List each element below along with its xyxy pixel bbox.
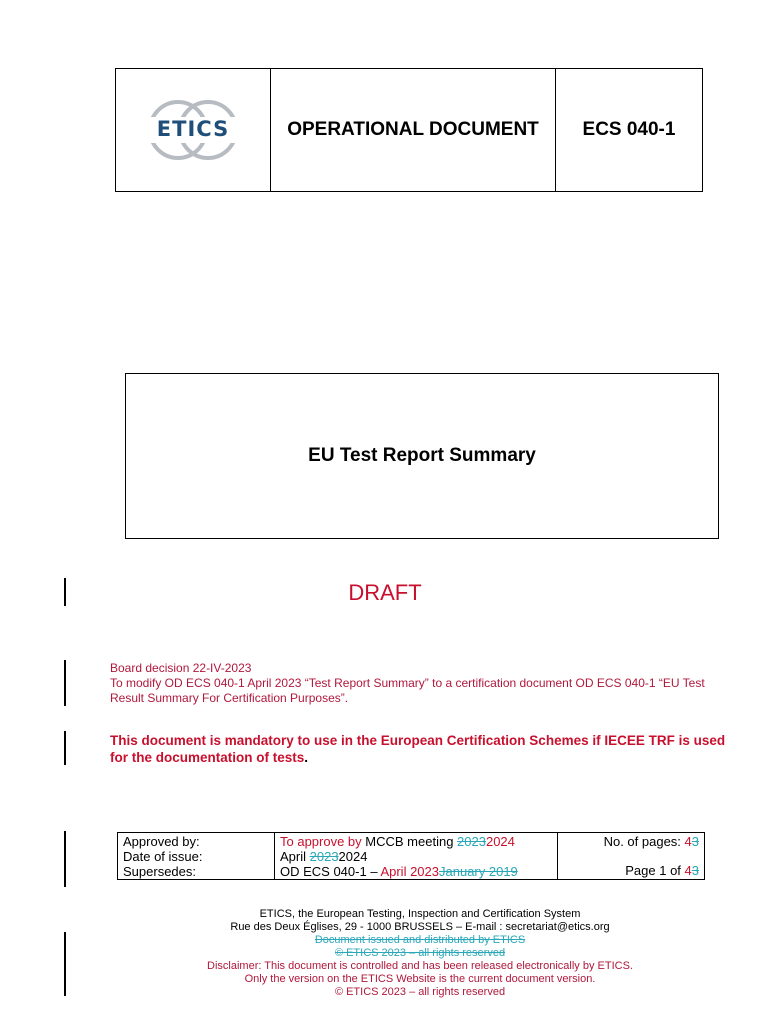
logo-cell	[116, 69, 271, 191]
header-table	[115, 68, 703, 192]
info-values	[275, 833, 558, 879]
date-deletion: 2023	[309, 849, 339, 864]
approved-value	[280, 834, 552, 849]
info-labels	[118, 833, 275, 879]
approved-new-year: 2024	[485, 834, 515, 849]
mandatory-text: This document is mandatory to use in the European Certification Schemes if IECEE TRF is used for the documentation of tests	[110, 733, 726, 765]
date-text: April	[280, 849, 310, 864]
change-bar	[64, 731, 66, 765]
date-new-year: 2024	[338, 849, 368, 864]
logo-text: ETICS	[156, 117, 230, 141]
approved-label: Approved by:	[123, 834, 200, 849]
supersedes-text: OD ECS 040-1 –	[280, 864, 381, 879]
supersedes-insertion: April 2023	[380, 864, 439, 879]
mandatory-notice	[110, 732, 740, 766]
info-pages	[558, 833, 704, 879]
page-number-label: Page 1 of	[625, 863, 685, 878]
approved-text: MCCB meeting	[361, 834, 458, 849]
approved-deletion: 2023	[457, 834, 486, 849]
document-title: EU Test Report Summary	[308, 445, 536, 466]
approved-insertion: To approve by	[280, 834, 362, 849]
footer	[110, 908, 730, 999]
footer-deleted-issued: Document issued and distributed by ETICS	[314, 934, 526, 946]
page-number-new: 4	[684, 863, 692, 878]
footer-organization: ETICS, the European Testing, Inspection and Certification System	[259, 908, 581, 920]
page-number	[563, 863, 699, 878]
page-count-label: No. of pages:	[603, 834, 685, 849]
footer-deleted-copyright: © ETICS 2023 – all rights reserved	[334, 947, 506, 959]
board-decision-text: To modify OD ECS 040-1 April 2023 “Test Report Summary” to a certification document OD ECS 040-1 “EU Test Result Summary For Certification Purposes”.	[110, 676, 705, 705]
etics-logo	[138, 95, 248, 165]
page-count	[563, 834, 699, 849]
supersedes-label: Supersedes:	[123, 864, 196, 879]
footer-disclaimer: Disclaimer: This document is controlled and has been released electronically by ETICS.	[207, 960, 633, 972]
document-title-box	[125, 373, 719, 539]
page-number-deletion: 3	[691, 863, 699, 878]
supersedes-deletion: January 2019	[439, 864, 518, 879]
footer-version-note: Only the version on the ETICS Website is the current document version.	[244, 973, 596, 985]
page-count-deletion: 3	[691, 834, 699, 849]
page-count-new: 4	[684, 834, 692, 849]
change-bar	[64, 932, 66, 996]
mandatory-end: .	[304, 750, 309, 765]
document-type: OPERATIONAL DOCUMENT	[271, 69, 556, 191]
date-label: Date of issue:	[123, 849, 203, 864]
change-bar	[64, 578, 66, 606]
change-bar	[64, 831, 66, 887]
date-value	[280, 849, 552, 864]
document-info-table	[117, 832, 705, 880]
footer-copyright: © ETICS 2023 – all rights reserved	[334, 986, 506, 998]
board-decision-date: Board decision 22-IV-2023	[110, 661, 252, 675]
draft-status: DRAFT	[348, 580, 422, 605]
document-code: ECS 040-1	[582, 119, 676, 140]
change-bar	[64, 660, 66, 706]
board-decision	[110, 661, 740, 706]
supersedes-value	[280, 864, 552, 879]
footer-address: Rue des Deux Églises, 29 - 1000 BRUSSELS – E-mail : secretariat@etics.org	[230, 921, 610, 933]
